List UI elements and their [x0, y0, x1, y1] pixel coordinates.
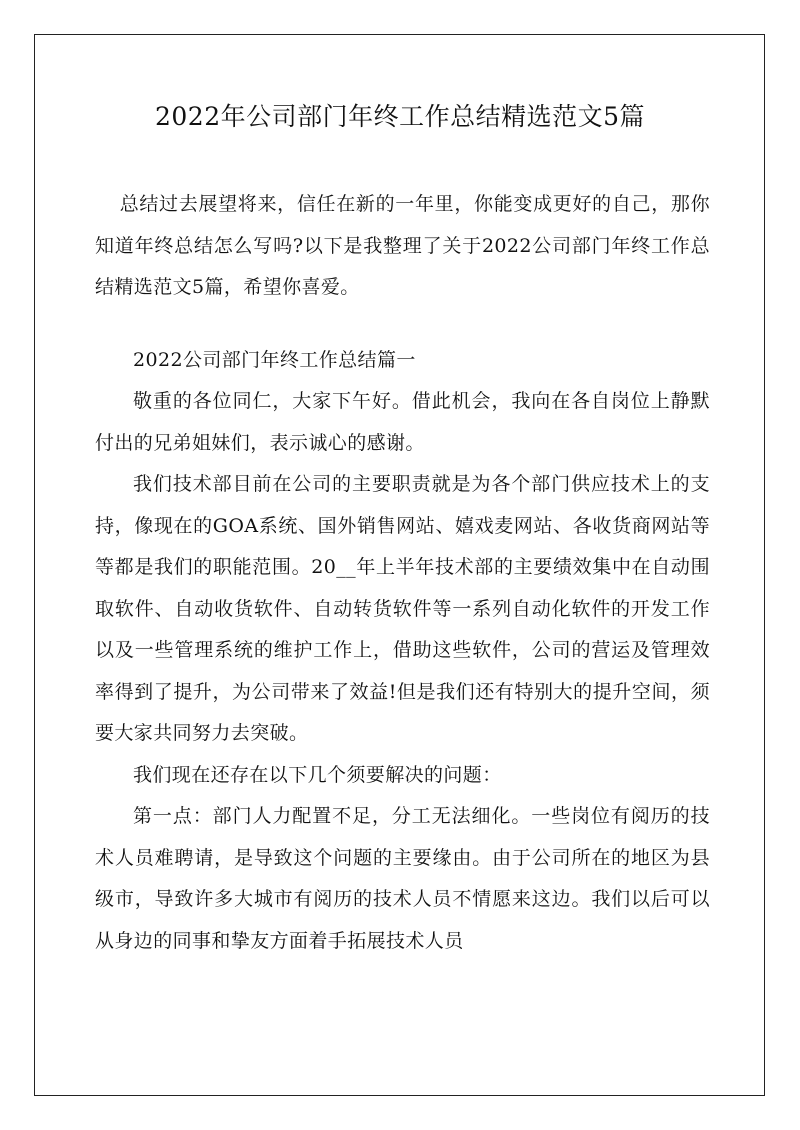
body-paragraph: 敬重的各位同仁，大家下午好。借此机会，我向在各自岗位上静默付出的兄弟姐妹们，表示诚心的感谢。: [95, 390, 710, 454]
body-paragraph: 第一点：部门人力配置不足，分工无法细化。一些岗位有阅历的技术人员难聘请，是导致这个问题的主要缘由。由于公司所在的地区为县级市，导致许多大城市有阅历的技术人员不情愿来这边。我们以后可以从身边的同事和挚友方面着手拓展技术人员: [95, 805, 710, 952]
document-body: [95, 184, 710, 962]
document-title: 2022年公司部门年终工作总结精选范文5篇: [154, 102, 646, 131]
body-paragraph: 我们技术部目前在公司的主要职责就是为各个部门供应技术上的支持，像现在的GOA系统、国外销售网站、嬉戏麦网站、各收货商网站等等都是我们的职能范围。20__年上半年技术部的主要绩效集中在自动围取软件、自动收货软件、自动转货软件等一系列自动化软件的开发工作以及一些管理系统的维护工作上，借助这些软件，公司的营运及管理效率得到了提升，为公司带来了效益!但是我们还有特别大的提升空间，须要大家共同努力去突破。: [95, 473, 710, 744]
intro-paragraph: 总结过去展望将来，信任在新的一年里，你能变成更好的自己，那你知道年终总结怎么写吗?以下是我整理了关于2022公司部门年终工作总结精选范文5篇，希望你喜爱。: [95, 193, 710, 298]
body-paragraph: 我们现在还存在以下几个须要解决的问题：: [133, 763, 502, 786]
section-heading: 2022公司部门年终工作总结篇一: [133, 348, 416, 371]
